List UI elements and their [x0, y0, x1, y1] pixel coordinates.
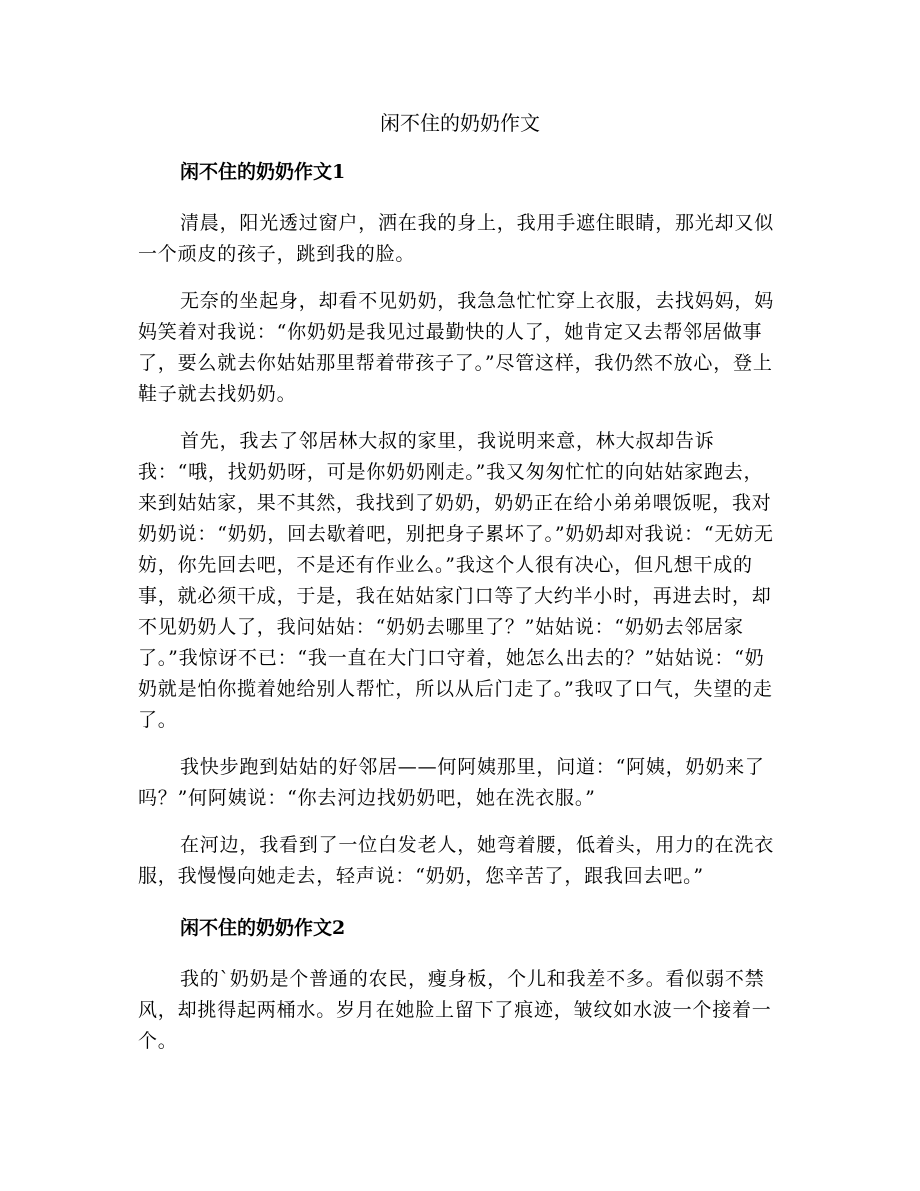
section-2-paragraph-1: 我的`奶奶是个普通的农民，瘦身板，个儿和我差不多。看似弱不禁风，却挑得起两桶水。岁月在她脸上留下了痕迹，皱纹如水波一个接着一个。 [138, 968, 772, 1052]
section-1-paragraph-3: 首先，我去了邻居林大叔的家里，我说明来意，林大叔却告诉我：“哦，找奶奶呀，可是你奶奶刚走。”我又匆匆忙忙的向姑姑家跑去，来到姑姑家，果不其然，我找到了奶奶，奶奶正在给小弟弟喂饭呢，我对奶奶说：“奶奶，回去歇着吧，别把身子累坏了。”奶奶却对我说：“无妨无妨，你先回去吧，不是还有作业么。”我这个人很有决心，但凡想干成的事，就必须干成，于是，我在姑姑家门口等了大约半小时，再进去时，却不见奶奶人了，我问姑姑：“奶奶去哪里了？”姑姑说：“奶奶去邻居家了。”我惊讶不已：“我一直在大门口守着，她怎么出去的？”姑姑说：“奶奶就是怕你揽着她给别人帮忙，所以从后门走了。”我叹了口气，失望的走了。 [138, 430, 774, 731]
section-1-paragraph-5: 在河边，我看到了一位白发老人，她弯着腰，低着头，用力的在洗衣服，我慢慢向她走去，轻声说：“奶奶，您辛苦了，跟我回去吧。” [138, 834, 775, 887]
section-1-paragraph-4: 我快步跑到姑姑的好邻居——何阿姨那里，问道：“阿姨，奶奶来了吗？”何阿姨说：“你去河边找奶奶吧，她在洗衣服。” [138, 756, 765, 809]
document-body [138, 156, 774, 1057]
section-2-heading: 闲不住的奶奶作文2 [180, 917, 346, 939]
section-1-paragraph-1: 清晨，阳光透过窗户，洒在我的身上，我用手遮住眼睛，那光却又似一个顽皮的孩子，跳到我的脸。 [138, 212, 775, 265]
section-1-heading: 闲不住的奶奶作文1 [180, 161, 346, 183]
document-title: 闲不住的奶奶作文 [380, 111, 540, 135]
section-1-paragraph-2: 无奈的坐起身，却看不见奶奶，我急急忙忙穿上衣服，去找妈妈，妈妈笑着对我说：“你奶奶是我见过最勤快的人了，她肯定又去帮邻居做事了，要么就去你姑姑那里帮着带孩子了。”尽管这样，我仍然不放心，登上鞋子就去找奶奶。 [138, 290, 775, 405]
